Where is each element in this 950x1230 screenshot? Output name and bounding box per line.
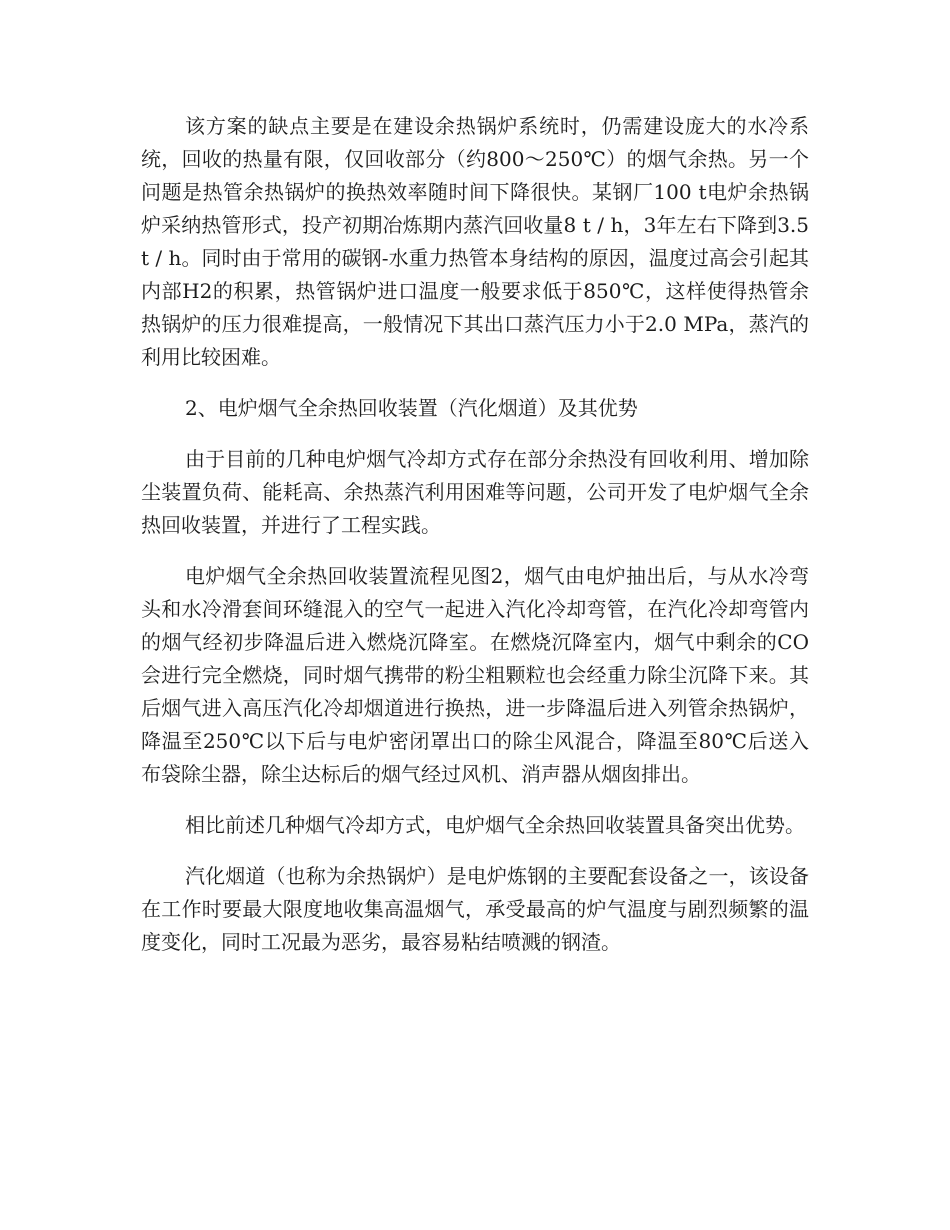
paragraph-advantages-summary: 相比前述几种烟气冷却方式，电炉烟气全余热回收装置具备突出优势。 <box>185 813 805 837</box>
paragraph-process-flow: 电炉烟气全余热回收装置流程见图2，烟气由电炉抽出后，与从水冷弯头和水冷滑套间环缝混入的空气一起进入汽化冷却弯管，在汽化冷却弯管内的烟气经初步降温后进入燃烧沉降室。在燃烧沉降室内，烟气中剩余的CO会进行完全燃烧，同时烟气携带的粉尘粗颗粒也会经重力除尘沉降下来。其后烟气进入高压汽化冷却烟道进行换热，进一步降温后进入列管余热锅炉，降温至250℃以下后与电炉密闭罩出口的除尘风混合，降温至80℃后送入布袋除尘器，除尘达标后的烟气经过风机、消声器从烟囱排出。 <box>141 564 809 786</box>
paragraph-vaporization-flue: 汽化烟道（也称为余热锅炉）是电炉炼钢的主要配套设备之一，该设备在工作时要最大限度地收集高温烟气，承受最高的炉气温度与剧烈频繁的温度变化，同时工况最为恶劣，最容易粘结喷溅的钢渣。 <box>141 864 809 954</box>
document-body <box>141 110 809 977</box>
paragraph-development-background: 由于目前的几种电炉烟气冷却方式存在部分余热没有回收利用、增加除尘装置负荷、能耗高、余热蒸汽利用困难等问题，公司开发了电炉烟气全余热回收装置，并进行了工程实践。 <box>141 447 809 537</box>
section-heading: 2、电炉烟气全余热回收装置（汽化烟道）及其优势 <box>185 396 638 420</box>
paragraph-heat-pipe-drawbacks: 该方案的缺点主要是在建设余热锅炉系统时，仍需建设庞大的水冷系统，回收的热量有限，仅回收部分（约800～250℃）的烟气余热。另一个问题是热管余热锅炉的换热效率随时间下降很快。某钢厂100 t电炉余热锅炉采纳热管形式，投产初期冶炼期内蒸汽回收量8 t / h，3年左右下降到3.5 t / h。同时由于常用的碳钢-水重力热管本身结构的原因，温度过高会引起其内部H2的积累，热管锅炉进口温度一般要求低于850℃，这样使得热管余热锅炉的压力很难提高，一般情况下其出口蒸汽压力小于2.0 MPa，蒸汽的利用比较困难。 <box>141 114 809 369</box>
